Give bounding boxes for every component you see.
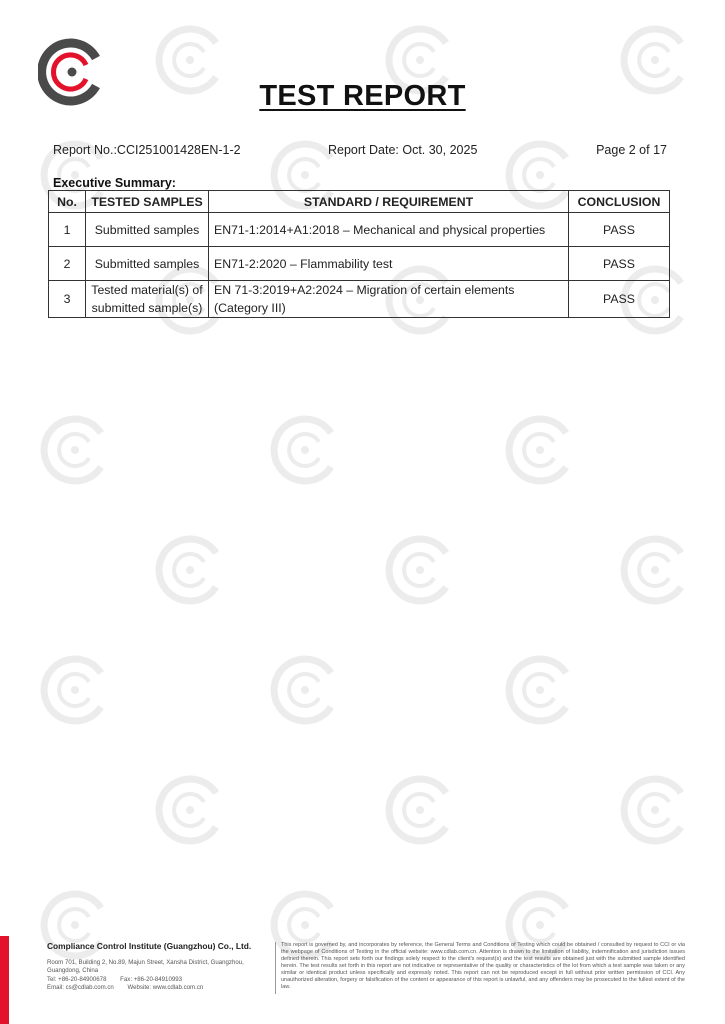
footer-company-name: Compliance Control Institute (Guangzhou) Co., Ltd.	[47, 941, 252, 951]
column-header-tested-samples: TESTED SAMPLES	[86, 191, 209, 213]
conclusion-cell: PASS	[569, 281, 670, 318]
report-number: Report No.:CCI251001428EN-1-2	[53, 143, 241, 157]
footer-website: Website: www.cdlab.com.cn	[127, 983, 204, 991]
conclusion-cell: PASS	[569, 247, 670, 281]
standard-cell	[209, 247, 569, 281]
executive-summary-heading: Executive Summary:	[53, 176, 176, 190]
footer-fax: Fax: +86-20-84910993	[120, 975, 183, 983]
page-title-text: TEST REPORT	[259, 80, 466, 112]
row-number: 1	[49, 213, 86, 247]
tested-samples-cell	[86, 281, 209, 318]
executive-summary-table	[48, 190, 670, 318]
table-row	[49, 281, 670, 318]
standard-cell	[209, 213, 569, 247]
footer-email: Email: cs@cdlab.com.cn	[47, 983, 114, 991]
tested-samples-text: Tested material(s) of	[91, 283, 203, 297]
standard-text: EN71-1:2014+A1:2018 – Mechanical and physical properties	[214, 222, 546, 237]
footer-contact-line	[47, 984, 272, 992]
standard-text: EN71-2:2020 – Flammability test	[214, 256, 393, 271]
row-number: 3	[49, 281, 86, 318]
tested-samples-cell	[86, 247, 209, 281]
tested-samples-text: Submitted samples	[94, 256, 200, 271]
page-title	[0, 80, 725, 113]
footer-company-info	[47, 941, 272, 992]
footer-tel: Tel: +86-20-84900678	[47, 975, 107, 983]
footer-disclaimer: This report is governed by, and incorporates by reference, the General Terms and Conditions of Testing which could be obtained / consulted by request to CCI or via the webpage of Conditions of Testing in the official website: www.cdlab.com.cn. Attention is drawn to the limitation of liability, indemnification and jurisdiction issues defined therein. This report sets forth our findings solely respect to the client's request(s) and the test results are obtained just with the submitted sample identified herein. The test results set forth in this report are not indicative or representative of the quality or characteristics of the lot from which a test sample was taken or any similar or identical product unless specifically and expressly noted. This report can not be reproduced except in full without prior written permission of CCI. Any unauthorized alteration, forgery or falsification of the content or appearance of this report is unlawful, and any offenders may be prosecuted to the fullest extent of the law.	[281, 942, 685, 990]
column-header-no: No.	[49, 191, 86, 213]
conclusion-cell: PASS	[569, 213, 670, 247]
table-header-row	[49, 191, 670, 213]
footer-divider	[275, 942, 276, 994]
column-header-conclusion: CONCLUSION	[569, 191, 670, 213]
standard-text: EN 71-3:2019+A2:2024 – Migration of certain elements	[214, 283, 515, 297]
table-row	[49, 247, 670, 281]
tested-samples-text: Submitted samples	[94, 222, 200, 237]
table-row	[49, 213, 670, 247]
standard-text: (Category III)	[214, 301, 286, 315]
footer-address-line: Room 701, Building 2, No.89, Majun Street, Xansha District, Guangzhou,	[47, 959, 244, 966]
tested-samples-text: submitted sample(s)	[91, 301, 203, 315]
footer-contact-line	[47, 976, 272, 984]
footer-address-line: Guangdong, China	[47, 967, 99, 975]
footer-accent-bar	[0, 936, 9, 1024]
column-header-standard: STANDARD / REQUIREMENT	[209, 191, 569, 213]
tested-samples-cell	[86, 213, 209, 247]
row-number: 2	[49, 247, 86, 281]
standard-cell	[209, 281, 569, 318]
report-date: Report Date: Oct. 30, 2025	[328, 143, 478, 157]
page-number: Page 2 of 17	[596, 143, 667, 157]
